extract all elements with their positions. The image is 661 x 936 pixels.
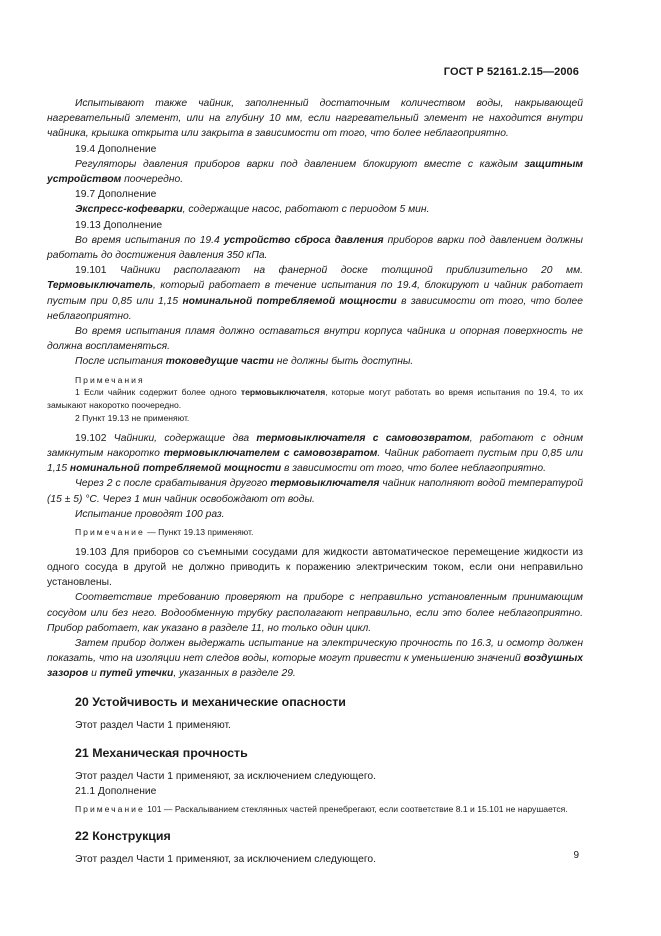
text-run: После испытания: [75, 356, 166, 368]
paragraph-refill-water: [47, 476, 583, 506]
text-run: Чайники, содержащие два: [113, 432, 257, 444]
text-run: , содержащие насос, работают с периодом 5 мин.: [182, 204, 430, 216]
defined-term: термовыключателя: [240, 387, 326, 398]
defined-term: термовыключателем с самовозвратом: [163, 448, 378, 460]
note-19-13: [47, 526, 583, 539]
section-20-title: 20 Устойчивость и механические опасности: [75, 694, 346, 709]
defined-term: токоведущие части: [165, 356, 274, 368]
defined-term: устройство сброса давления: [223, 234, 384, 246]
paragraph-pressure-regulators: [47, 157, 583, 187]
note-label: Примечание: [75, 804, 145, 815]
text-run: , которые могут работать во время испытания по 19.4, то их замыкают накоротко поочередно.: [47, 387, 583, 411]
section-22-title: 22 Конструкция: [75, 829, 171, 844]
defined-term: воздушных зазоров: [47, 653, 583, 680]
text-run: в зависимости от того, что более неблагоприятно.: [47, 295, 583, 322]
defined-term: номинальной потребляемой мощности: [69, 463, 282, 475]
text-run: 101 — Раскалыванием стеклянных частей пренебрегают, если соответствие 8.1 и 15.101 не нарушается.: [144, 804, 568, 815]
text-run: . Чайник работает пустым при 0,85 или 1,15: [47, 448, 584, 475]
text-run: чайник наполняют водой температурой (15 ± 5) °С. Через 1 мин чайник освобождают от воды.: [47, 478, 583, 505]
notes-label: Примечания: [75, 374, 145, 385]
text-run: Испытание проводят 100 раз.: [75, 508, 225, 520]
text-run: Регуляторы давления приборов варки под давлением блокируют вместе с каждым: [75, 158, 525, 170]
section-20-text: Этот раздел Части 1 применяют.: [75, 719, 231, 731]
paragraph-flame-requirement: [47, 324, 583, 354]
defined-term: номинальной потребляемой мощности: [182, 295, 397, 307]
text-run: Во время испытания пламя должно оставаться внутри корпуса чайника и опорная поверхность не должна воспламеняться.: [47, 326, 583, 353]
document-header: ГОСТ Р 52161.2.15—2006: [443, 66, 579, 78]
note-21-1: [47, 803, 583, 816]
section-21-text: Этот раздел Части 1 применяют, за исключением следующего.: [75, 770, 377, 782]
text-run: приборов варки под давлением должны работать до достижения давления 350 кПа.: [47, 234, 583, 262]
clause-number: 19.102: [75, 432, 114, 444]
text-run: поочередно.: [121, 174, 184, 186]
note-2: 2 Пункт 19.13 не применяют.: [75, 413, 190, 424]
clause-19-103: [47, 545, 583, 591]
defined-term: Термовыключатель: [47, 280, 153, 292]
defined-term: Экспресс-кофеварки: [75, 204, 183, 216]
notes-title: [47, 374, 583, 387]
section-21-title: 21 Механическая прочность: [75, 745, 248, 760]
clause-19-102: [47, 431, 583, 477]
page-number: 9: [573, 850, 579, 861]
text-run: , который работает в течение испытания по 19.4, блокируют и чайник работает пустым при 0,85 или 1,15: [47, 280, 583, 307]
text-run: — Пункт 19.13 применяют.: [144, 527, 254, 538]
defined-term: термовыключателя: [270, 478, 380, 490]
note-label: Примечание: [75, 527, 145, 538]
clause-19-101: [47, 263, 583, 324]
paragraph-pressure-relief: [47, 233, 583, 263]
clause-19-4-heading: 19.4 Дополнение: [75, 143, 157, 155]
text-run: Соответствие требованию проверяют на приборе с неправильно установленным принимающим сосудом или без него. Водообменную трубку располагают неправильно, если это более неблагоприятно. Прибор работает, как указано в разделе 11, но только один цикл.: [47, 592, 583, 634]
paragraph-electric-strength: [47, 636, 583, 682]
text-run: Испытывают также чайник, заполненный достаточным количеством воды, накрывающей нагревательный элемент, или на глубину 10 мм, если нагревательный элемент не находится внутри чайника, крышка открыта или закрыта в зависимости от того, что более неблагоприятно.: [47, 98, 583, 140]
text-run: не должны быть доступны.: [273, 356, 414, 368]
clause-19-7-heading: 19.7 Дополнение: [75, 189, 157, 201]
paragraph-live-parts: [47, 354, 583, 369]
paragraph-espresso-machines: [47, 202, 583, 217]
text-run: Чайники располагают на фанерной доске толщиной приблизительно 20 мм.: [120, 265, 583, 277]
clause-21-1-heading: 21.1 Дополнение: [75, 786, 157, 798]
text-run: Через 2 с после срабатывания другого: [75, 478, 271, 490]
text-run: и: [88, 668, 100, 680]
text-run: , указанных в разделе 29.: [173, 668, 296, 680]
section-22-text: Этот раздел Части 1 применяют, за исключением следующего.: [75, 854, 377, 866]
defined-term: путей утечки: [99, 668, 174, 680]
text-run: , работают с одним замкнутым накоротко: [47, 432, 584, 460]
clause-number: 19.101: [75, 265, 121, 277]
paragraph-kettle-water-test: [47, 96, 583, 142]
text-run: 19.103 Для приборов со съемными сосудами для жидкости автоматическое перемещение жидкости из одного сосуда в другой не должно приводить к поражению электрическим током, если они неправильно установлены.: [47, 546, 583, 589]
text-run: в зависимости от того, что более неблагоприятно.: [281, 463, 546, 475]
page-content: [47, 96, 583, 867]
text-run: Во время испытания по 19.4: [75, 234, 224, 246]
defined-term: термовыключателя с самовозвратом: [256, 432, 470, 444]
text-run: 1 Если чайник содержит более одного: [75, 387, 241, 398]
paragraph-test-count: [47, 507, 583, 522]
text-run: Затем прибор должен выдержать испытание на электрическую прочность по 16.3, и осмотр должен показать, что на изоляции нет следов воды, которые могут привести к уменьшению значений: [47, 638, 583, 665]
defined-term: защитным устройством: [47, 158, 583, 186]
clause-19-13-heading: 19.13 Дополнение: [75, 219, 163, 231]
paragraph-compliance-check: [47, 590, 583, 636]
note-1: [47, 386, 583, 412]
